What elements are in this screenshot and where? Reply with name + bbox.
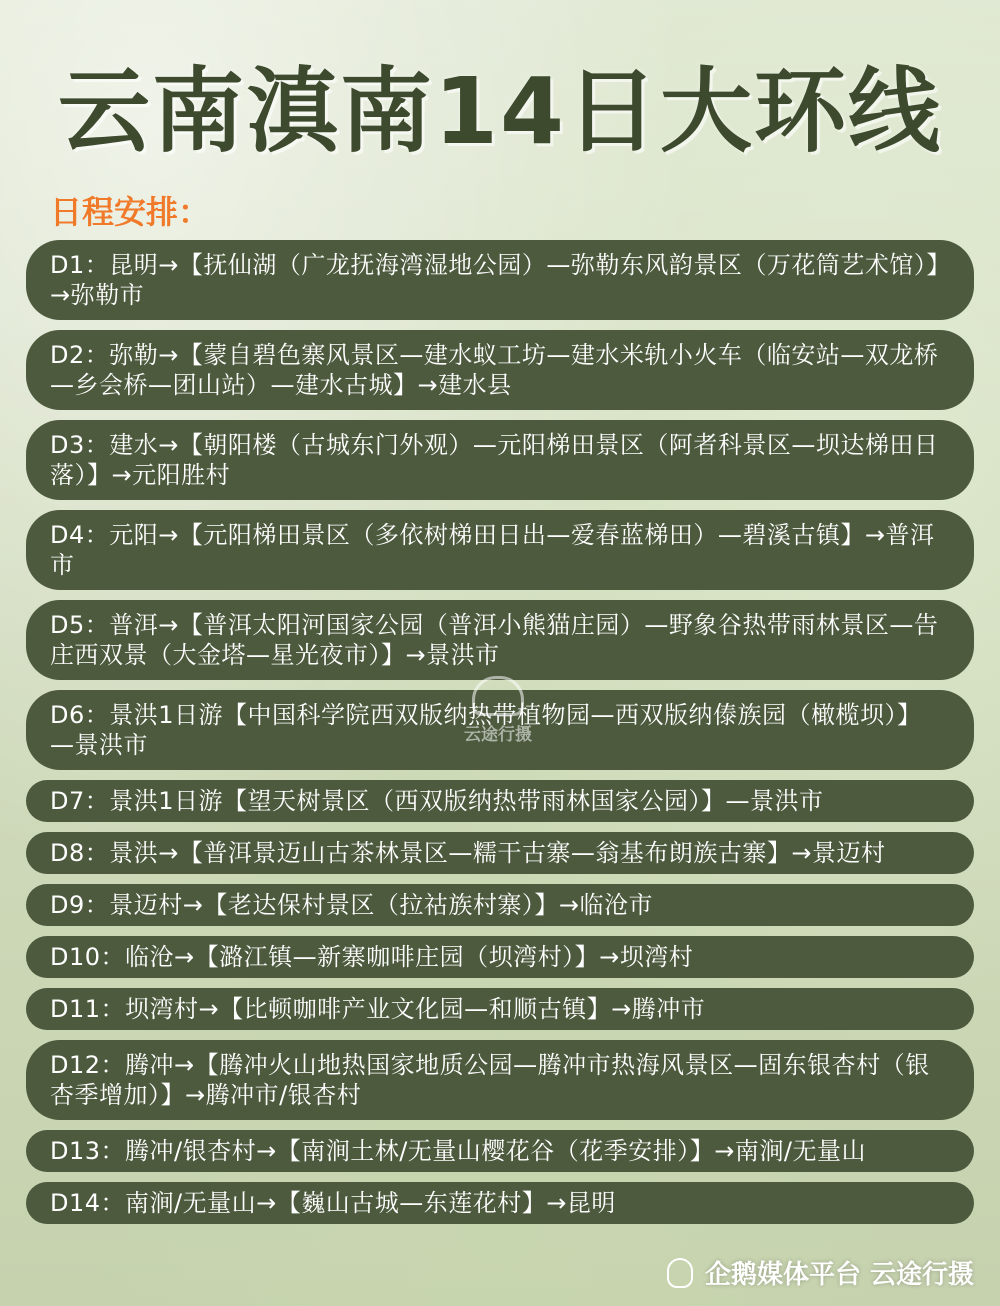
watermark-text: 云途行摄: [464, 725, 532, 745]
day-text: D4：元阳→【元阳梯田景区（多依树梯田日出—爱春蓝梯田）—碧溪古镇】→普洱市: [50, 521, 935, 579]
day-item-d7: [26, 780, 974, 822]
day-item-d11: [26, 988, 974, 1030]
day-text: D9：景迈村→【老达保村景区（拉祜族村寨）】→临沧市: [50, 891, 653, 919]
center-watermark: [448, 676, 548, 745]
day-item-d14: [26, 1182, 974, 1224]
page-title: 云南滇南14日大环线: [57, 58, 943, 165]
day-text: D13：腾冲/银杏村→【南涧土林/无量山樱花谷（花季安排）】→南涧/无量山: [50, 1137, 866, 1165]
day-text: D5：普洱→【普洱太阳河国家公园（普洱小熊猫庄园）—野象谷热带雨林景区—告庄西双景（大金塔—星光夜市）】→景洪市: [50, 611, 939, 669]
day-text: D6：景洪1日游【中国科学院西双版纳热带植物园—西双版纳傣族园（橄榄坝）】—景洪市: [50, 701, 922, 759]
day-text: D12：腾冲→【腾冲火山地热国家地质公园—腾冲市热海风景区—固东银杏村（银杏季增加）】→腾冲市/银杏村: [50, 1051, 930, 1109]
day-item-d12: [26, 1040, 974, 1120]
day-text: D2：弥勒→【蒙自碧色寨风景区—建水蚁工坊—建水米轨小火车（临安站—双龙桥—乡会桥—团山站）—建水古城】→建水县: [50, 341, 939, 399]
day-item-d5: [26, 600, 974, 680]
day-text: D1：昆明→【抚仙湖（广龙抚海湾湿地公园）—弥勒东风韵景区（万花筒艺术馆）】→弥勒市: [50, 251, 939, 309]
day-item-d1: [26, 240, 974, 320]
schedule-heading: 日程安排：: [50, 193, 211, 231]
footer-watermark: [667, 1254, 974, 1291]
day-text: D14：南涧/无量山→【巍山古城—东莲花村】→昆明: [50, 1189, 616, 1217]
penguin-icon: [667, 1258, 693, 1288]
day-item-d3: [26, 420, 974, 500]
day-text: D11：坝湾村→【比顿咖啡产业文化园—和顺古镇】→腾冲市: [50, 995, 706, 1023]
day-item-d4: [26, 510, 974, 590]
day-text: D8：景洪→【普洱景迈山古茶林景区—糯干古寨—翁基布朗族古寨】→景迈村: [50, 839, 886, 867]
day-item-d13: [26, 1130, 974, 1172]
cloud-camera-watermark-icon: [472, 676, 524, 716]
day-text: D10：临沧→【潞江镇—新寨咖啡庄园（坝湾村）】→坝湾村: [50, 943, 694, 971]
day-item-d10: [26, 936, 974, 978]
day-item-d8: [26, 832, 974, 874]
day-item-d9: [26, 884, 974, 926]
day-item-d2: [26, 330, 974, 410]
footer-text: 企鹅媒体平台 云途行摄: [704, 1260, 974, 1290]
day-text: D3：建水→【朝阳楼（古城东门外观）—元阳梯田景区（阿者科景区—坝达梯田日落）】→元阳胜村: [50, 431, 939, 489]
day-text: D7：景洪1日游【望天树景区（西双版纳热带雨林国家公园）】—景洪市: [50, 787, 824, 815]
